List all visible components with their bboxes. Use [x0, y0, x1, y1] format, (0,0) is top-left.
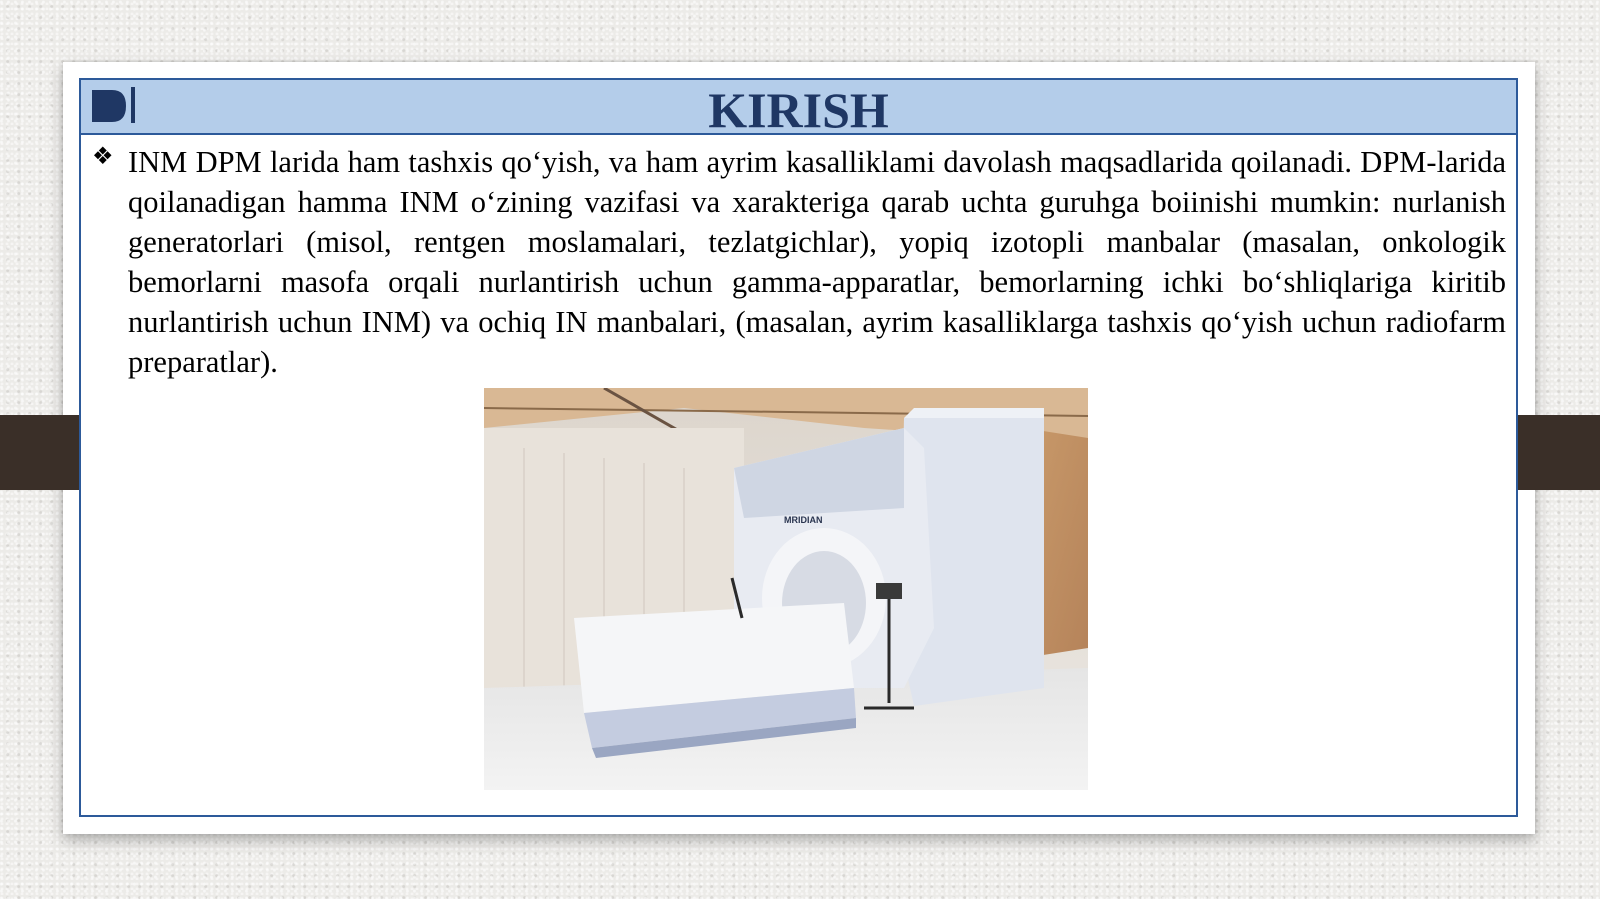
- four-diamond-bullet-icon: ❖: [92, 144, 114, 170]
- machine-label: MRIDIAN: [784, 515, 823, 525]
- radiotherapy-machine-photo: [484, 388, 1088, 790]
- body-paragraph: INM DPM larida ham tashxis qo‘yish, va ham ayrim kasalliklami davolash maqsadlarida qoilanadi. DPM-larida qoilanadigan hamma INM o‘zining vazifasi va xarakteriga qarab uchta guruhga boiinishi mumkin: nurlanish generatorlari (misol, rentgen moslamalari, tezlatgichlar), yopiq izotopli manbalar (masalan, onkologik bemorlarni masofa orqali nurlantirish uchun gamma-apparatlar, bemorlarning ichki bo‘shliqlariga kiritib nurlantirish uchun INM) va ochiq IN manbalari, (masalan, ayrim kasalliklarga tashxis qo‘yish uchun radiofarm preparatlar).: [128, 145, 1506, 379]
- page-title: KIRISH: [708, 82, 889, 138]
